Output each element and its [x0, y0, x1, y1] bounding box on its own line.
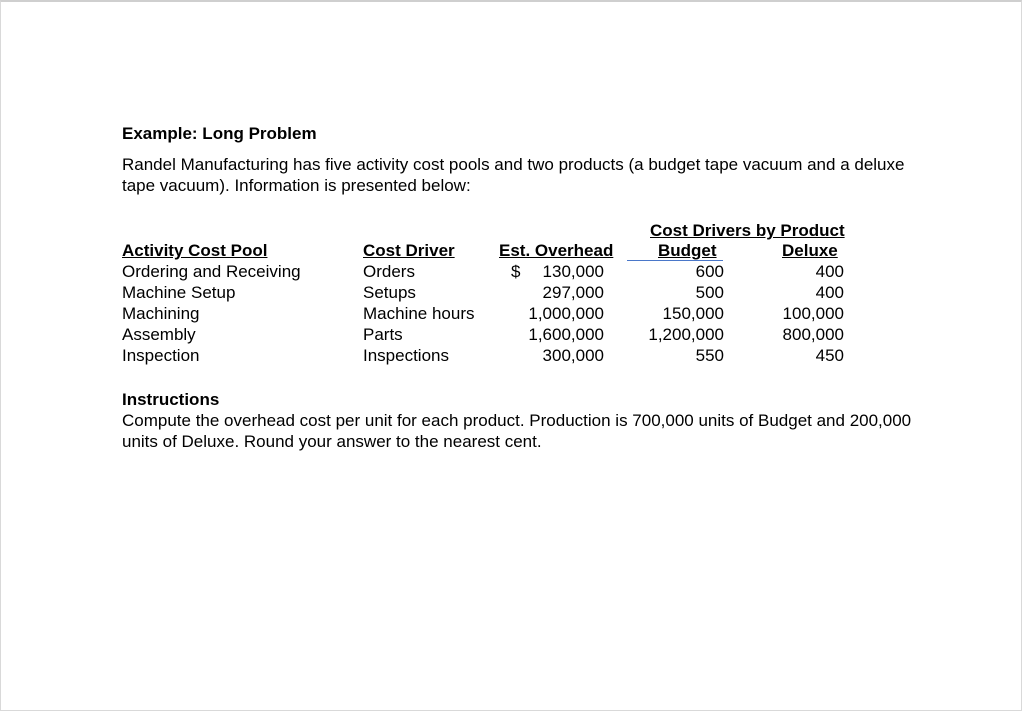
row-1-budget: 600: [695, 262, 724, 281]
row-5-driver: Inspections: [363, 346, 449, 365]
row-3-budget: 150,000: [662, 304, 724, 323]
row-5-overhead: 300,000: [542, 346, 604, 365]
row-4-budget: 1,200,000: [648, 325, 724, 344]
row-2-overhead: 297,000: [542, 283, 604, 302]
row-3-pool: Machining: [122, 304, 200, 323]
group-header-cost-drivers: Cost Drivers by Product: [650, 221, 845, 240]
row-4-pool: Assembly: [122, 325, 196, 344]
problem-title: Example: Long Problem: [122, 124, 317, 143]
problem-intro: Randel Manufacturing has five activity cost pools and two products (a budget tape vacuum and a deluxe tape vacuum). Information is presented below:: [122, 155, 905, 195]
row-5-budget: 550: [695, 346, 724, 365]
row-1-driver: Orders: [363, 262, 415, 281]
row-2-pool: Machine Setup: [122, 283, 236, 302]
cost-driver-table: [122, 220, 882, 370]
header-activity-cost-pool: Activity Cost Pool: [122, 241, 268, 260]
row-3-overhead: 1,000,000: [528, 304, 604, 323]
header-est-overhead: Est. Overhead: [499, 241, 614, 260]
row-1-pool: Ordering and Receiving: [122, 262, 301, 281]
row-4-driver: Parts: [363, 325, 403, 344]
row-2-driver: Setups: [363, 283, 416, 302]
row-2-deluxe: 400: [815, 283, 844, 302]
document-page: [122, 124, 922, 451]
row-5-deluxe: 450: [815, 346, 844, 365]
row-5-pool: Inspection: [122, 346, 200, 365]
row-3-deluxe: 100,000: [782, 304, 844, 323]
row-3-driver: Machine hours: [363, 304, 475, 323]
row-4-overhead: 1,600,000: [528, 325, 604, 344]
header-deluxe: Deluxe: [782, 241, 838, 260]
row-1-overhead: 130,000: [542, 262, 604, 281]
row-1-currency: $: [511, 262, 521, 281]
row-4-deluxe: 800,000: [782, 325, 844, 344]
instructions-text: Compute the overhead cost per unit for each product. Production is 700,000 units of Budget and 200,000 units of Deluxe. Round your answer to the nearest cent.: [122, 411, 912, 451]
row-2-budget: 500: [695, 283, 724, 302]
header-budget: Budget: [658, 241, 717, 260]
instructions-heading: Instructions: [122, 390, 220, 409]
row-1-deluxe: 400: [815, 262, 844, 281]
header-cost-driver: Cost Driver: [363, 241, 455, 260]
